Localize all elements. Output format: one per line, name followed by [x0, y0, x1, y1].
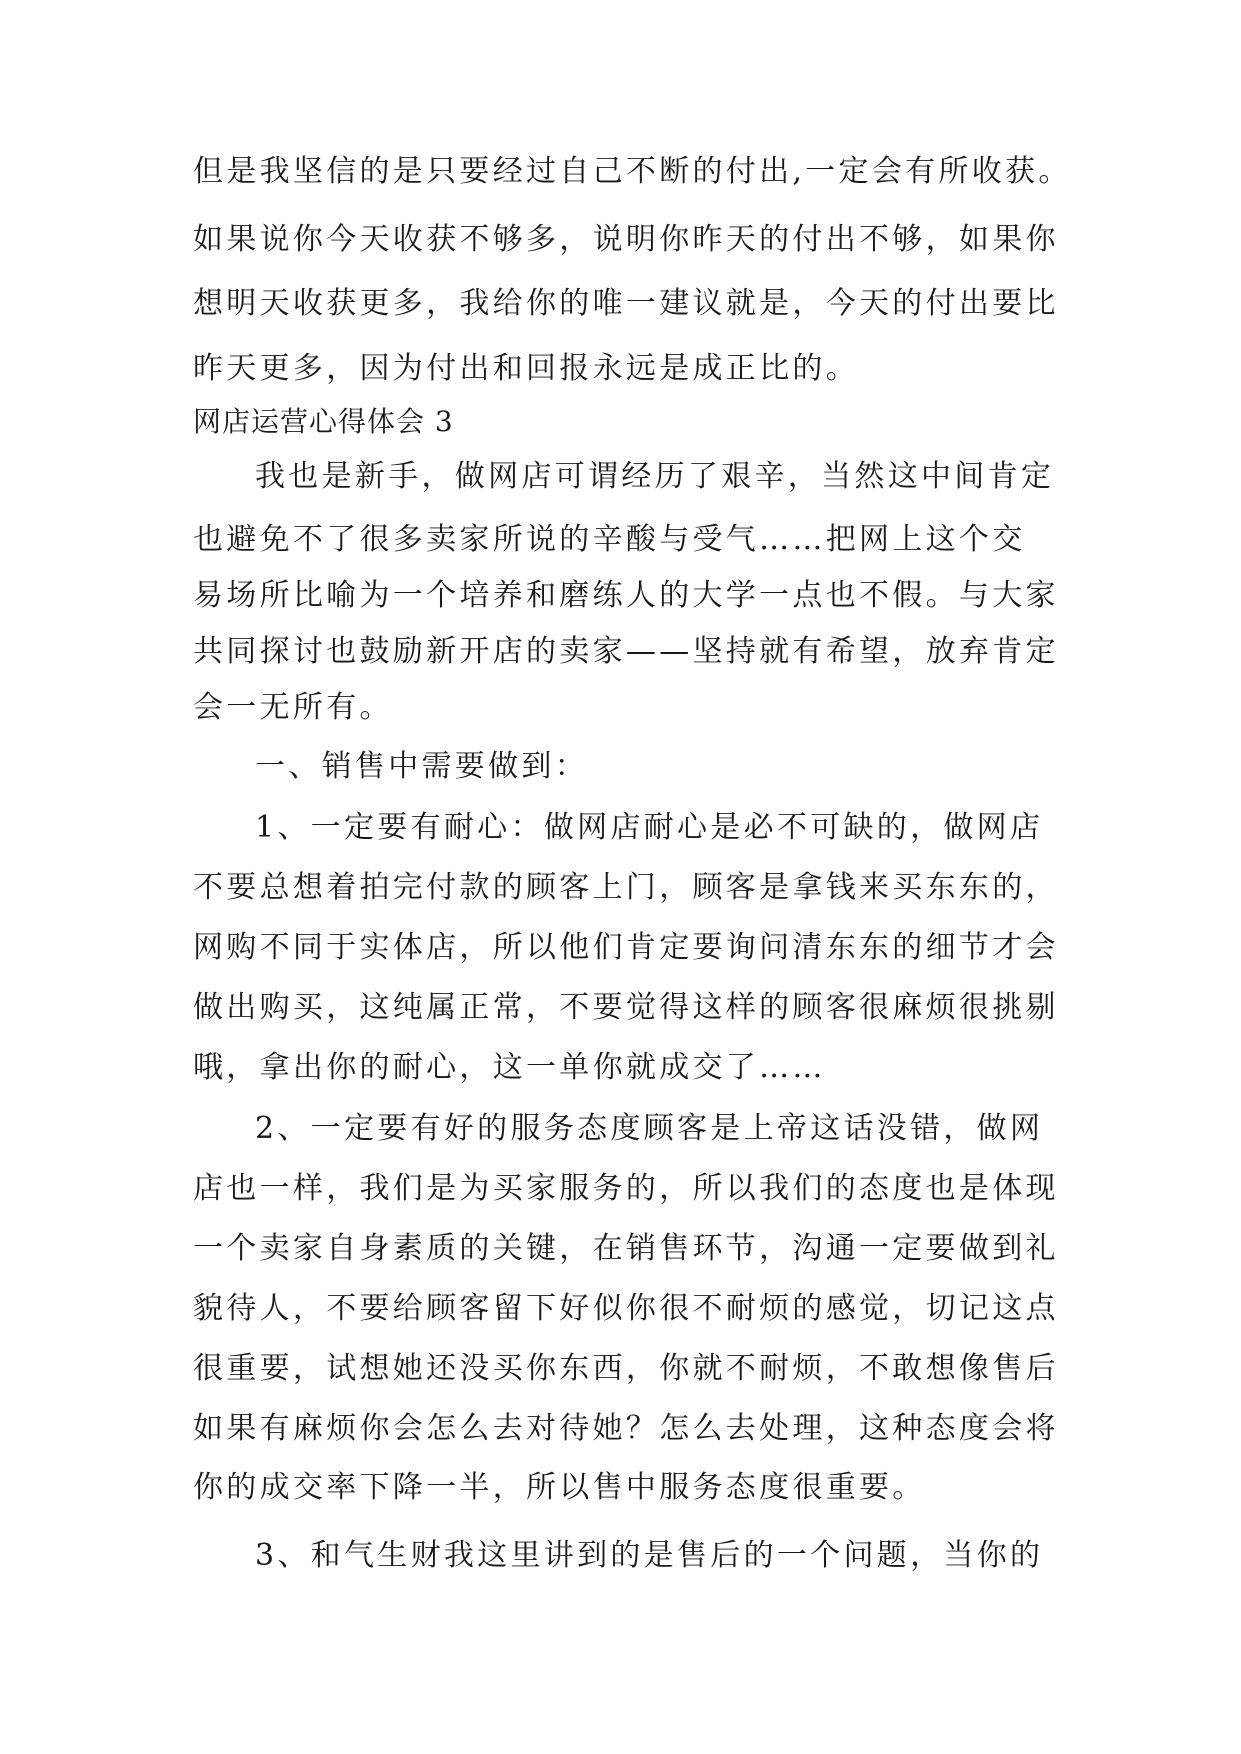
paragraph-line: 店也一样，我们是为买家服务的，所以我们的态度也是体现: [193, 1171, 1059, 1206]
subheading: 一、销售中需要做到：: [255, 749, 588, 784]
paragraph-line: 做出购买，这纯属正常，不要觉得这样的顾客很麻烦很挑剔: [193, 990, 1059, 1025]
paragraph-line: 会一无所有。: [193, 690, 393, 725]
paragraph-line: 想明天收获更多，我给你的唯一建议就是，今天的付出要比: [193, 286, 1059, 321]
paragraph-line: 不要总想着拍完付款的顾客上门，顾客是拿钱来买东东的，: [193, 870, 1059, 905]
paragraph-line: 你的成交率下降一半，所以售中服务态度很重要。: [193, 1470, 926, 1505]
paragraph-line: 1、一定要有耐心：做网店耐心是必不可缺的，做网店: [255, 810, 1044, 845]
paragraph-line: 3、和气生财我这里讲到的是售后的一个问题，当你的: [255, 1538, 1044, 1573]
paragraph-line: 貌待人，不要给顾客留下好似你很不耐烦的感觉，切记这点: [193, 1291, 1059, 1326]
paragraph-line: 网购不同于实体店，所以他们肯定要询问清东东的细节才会: [193, 930, 1059, 965]
paragraph-line: 易场所比喻为一个培养和磨练人的大学一点也不假。与大家: [193, 578, 1059, 613]
section-heading: 网店运营心得体会 3: [193, 405, 454, 438]
paragraph-line: 但是我坚信的是只要经过自己不断的付出,一定会有所收获。: [193, 154, 1072, 189]
paragraph-line: 昨天更多，因为付出和回报永远是成正比的。: [193, 351, 859, 386]
paragraph-line: 我也是新手，做网店可谓经历了艰辛，当然这中间肯定: [255, 459, 1055, 494]
paragraph-line: 很重要，试想她还没买你东西，你就不耐烦，不敢想像售后: [193, 1351, 1059, 1386]
paragraph-line: 共同探讨也鼓励新开店的卖家——坚持就有希望，放弃肯定: [193, 634, 1059, 669]
paragraph-line: 2、一定要有好的服务态度顾客是上帝这话没错，做网: [255, 1111, 1044, 1146]
paragraph-line: 如果说你今天收获不够多，说明你昨天的付出不够，如果你: [193, 222, 1059, 257]
paragraph-line: 如果有麻烦你会怎么去对待她？怎么去处理，这种态度会将: [193, 1411, 1059, 1446]
paragraph-line: 也避免不了很多卖家所说的辛酸与受气……把网上这个交: [193, 522, 1026, 557]
paragraph-line: 哦，拿出你的耐心，这一单你就成交了……: [193, 1050, 826, 1085]
paragraph-line: 一个卖家自身素质的关键，在销售环节，沟通一定要做到礼: [193, 1231, 1059, 1266]
